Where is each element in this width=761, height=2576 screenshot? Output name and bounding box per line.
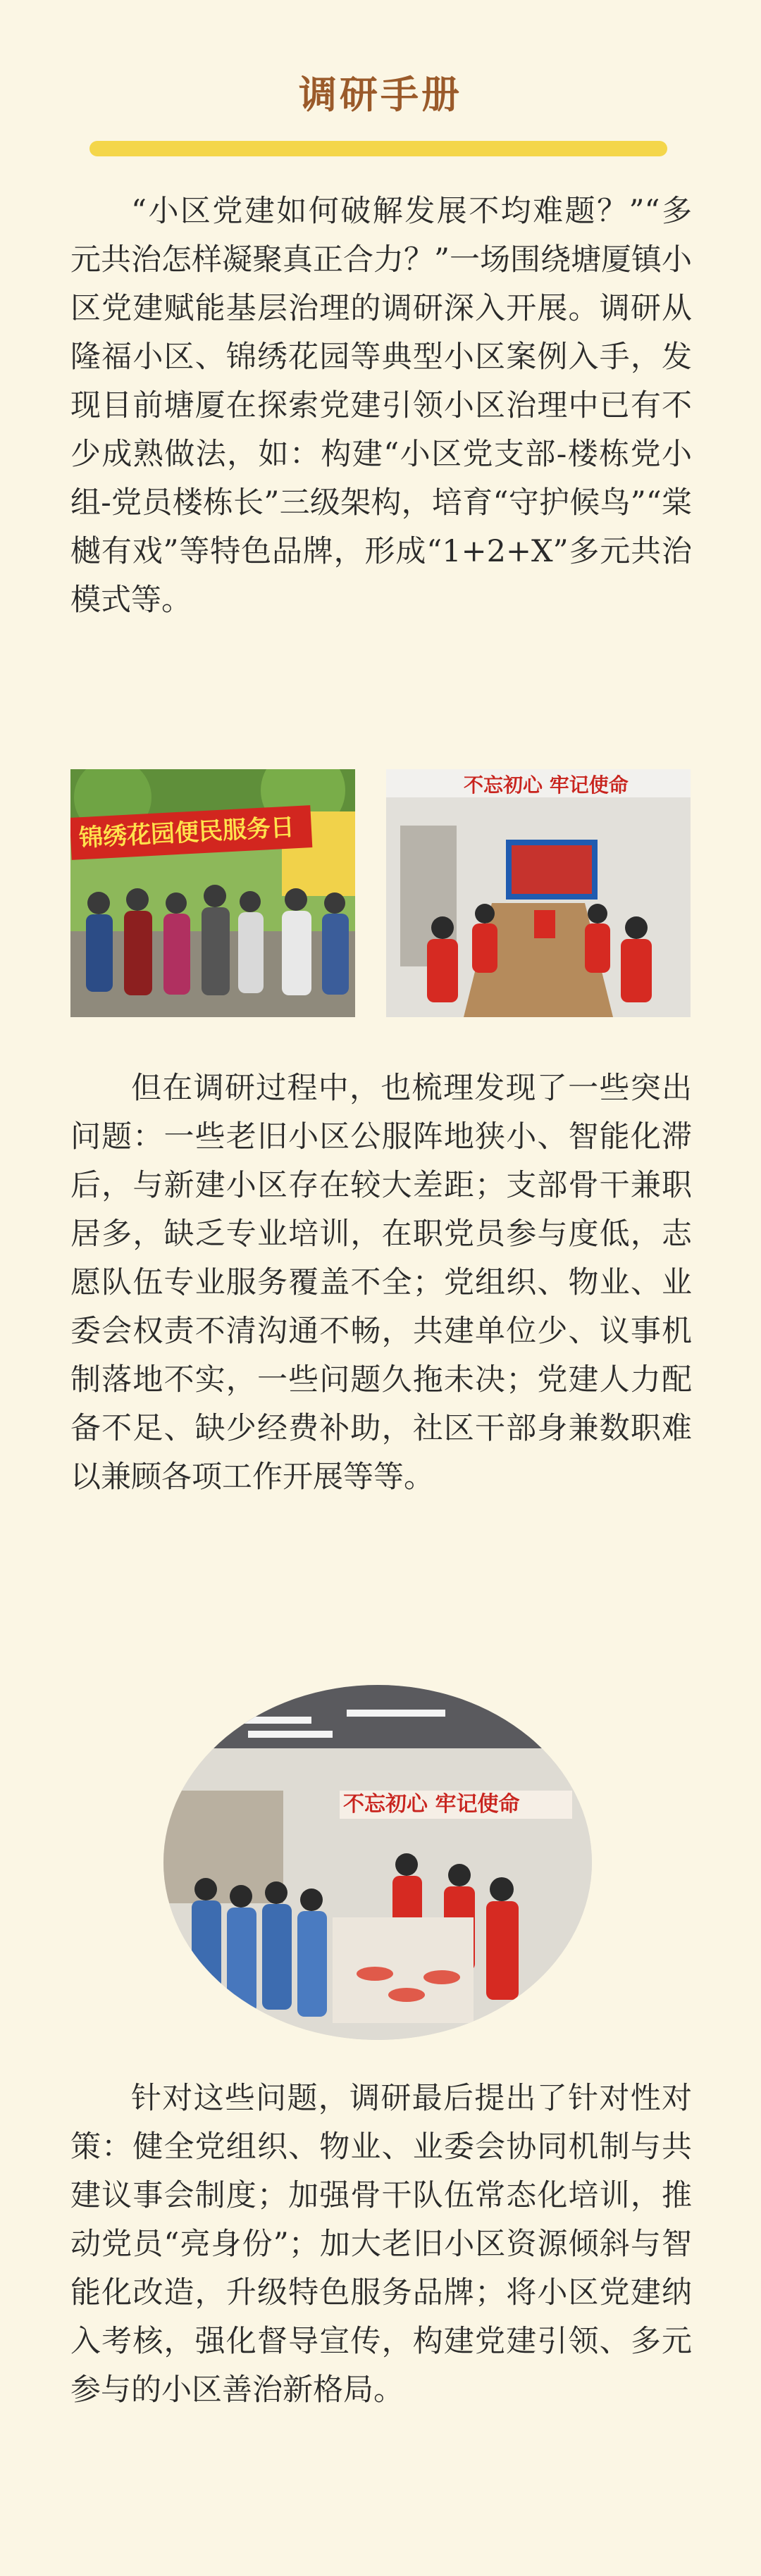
title-wrap bbox=[0, 65, 761, 119]
photo-service-day bbox=[70, 769, 355, 1017]
meeting-slogan: 不忘初心 牢记使命 bbox=[464, 773, 629, 797]
paragraph-intro: “小区党建如何破解发展不均难题？”“多元共治怎样凝聚真正合力？”一场围绕塘厦镇小区党建赋能基层治理的调研深入开展。调研从隆福小区、锦绣花园等典型小区案例入手，发现目前塘厦在探索党建引领小区治理中已有不少成熟做法，如：构建“小区党支部-楼栋党小组-党员楼栋长”三级架构，培育“守护候鸟”“棠樾有戏”等特色品牌，形成“1+2+X”多元共治模式等。 bbox=[70, 194, 692, 618]
page-title: 调研手册 bbox=[299, 73, 462, 117]
paragraph-problems: 但在调研过程中，也梳理发现了一些突出问题：一些老旧小区公服阵地狭小、智能化滞后，与新建小区存在较大差距；支部骨干兼职居多，缺乏专业培训，在职党员参与度低，志愿队伍专业服务覆盖不全；党组织、物业、业委会权责不清沟通不畅，共建单位少、议事机制落地不实，一些问题久拖未决；党建人力配备不足、缺少经费补助，社区干部身兼数职难以兼顾各项工作开展等等。 bbox=[70, 1071, 692, 1495]
paragraph-measures: 针对这些问题，调研最后提出了针对性对策：健全党组织、物业、业委会协同机制与共建议事会制度；加强骨干队伍常态化培训，推动党员“亮身份”；加大老旧小区资源倾斜与智能化改造，升级特色服务品牌；将小区党建纳入考核，强化督导宣传，构建党建引领、多元参与的小区善治新格局。 bbox=[70, 2081, 692, 2408]
photo-meeting-room bbox=[386, 769, 691, 1017]
photo-meeting-scene bbox=[386, 769, 691, 1017]
event-slogan: 不忘初心 牢记使命 bbox=[343, 1792, 520, 1817]
title-underline bbox=[89, 141, 667, 156]
service-day-banner: 锦绣花园便民服务日 bbox=[70, 805, 312, 860]
photo-service-day-scene bbox=[70, 769, 355, 1017]
photo-community-event bbox=[163, 1685, 592, 2040]
photo-event-scene bbox=[163, 1685, 592, 2040]
